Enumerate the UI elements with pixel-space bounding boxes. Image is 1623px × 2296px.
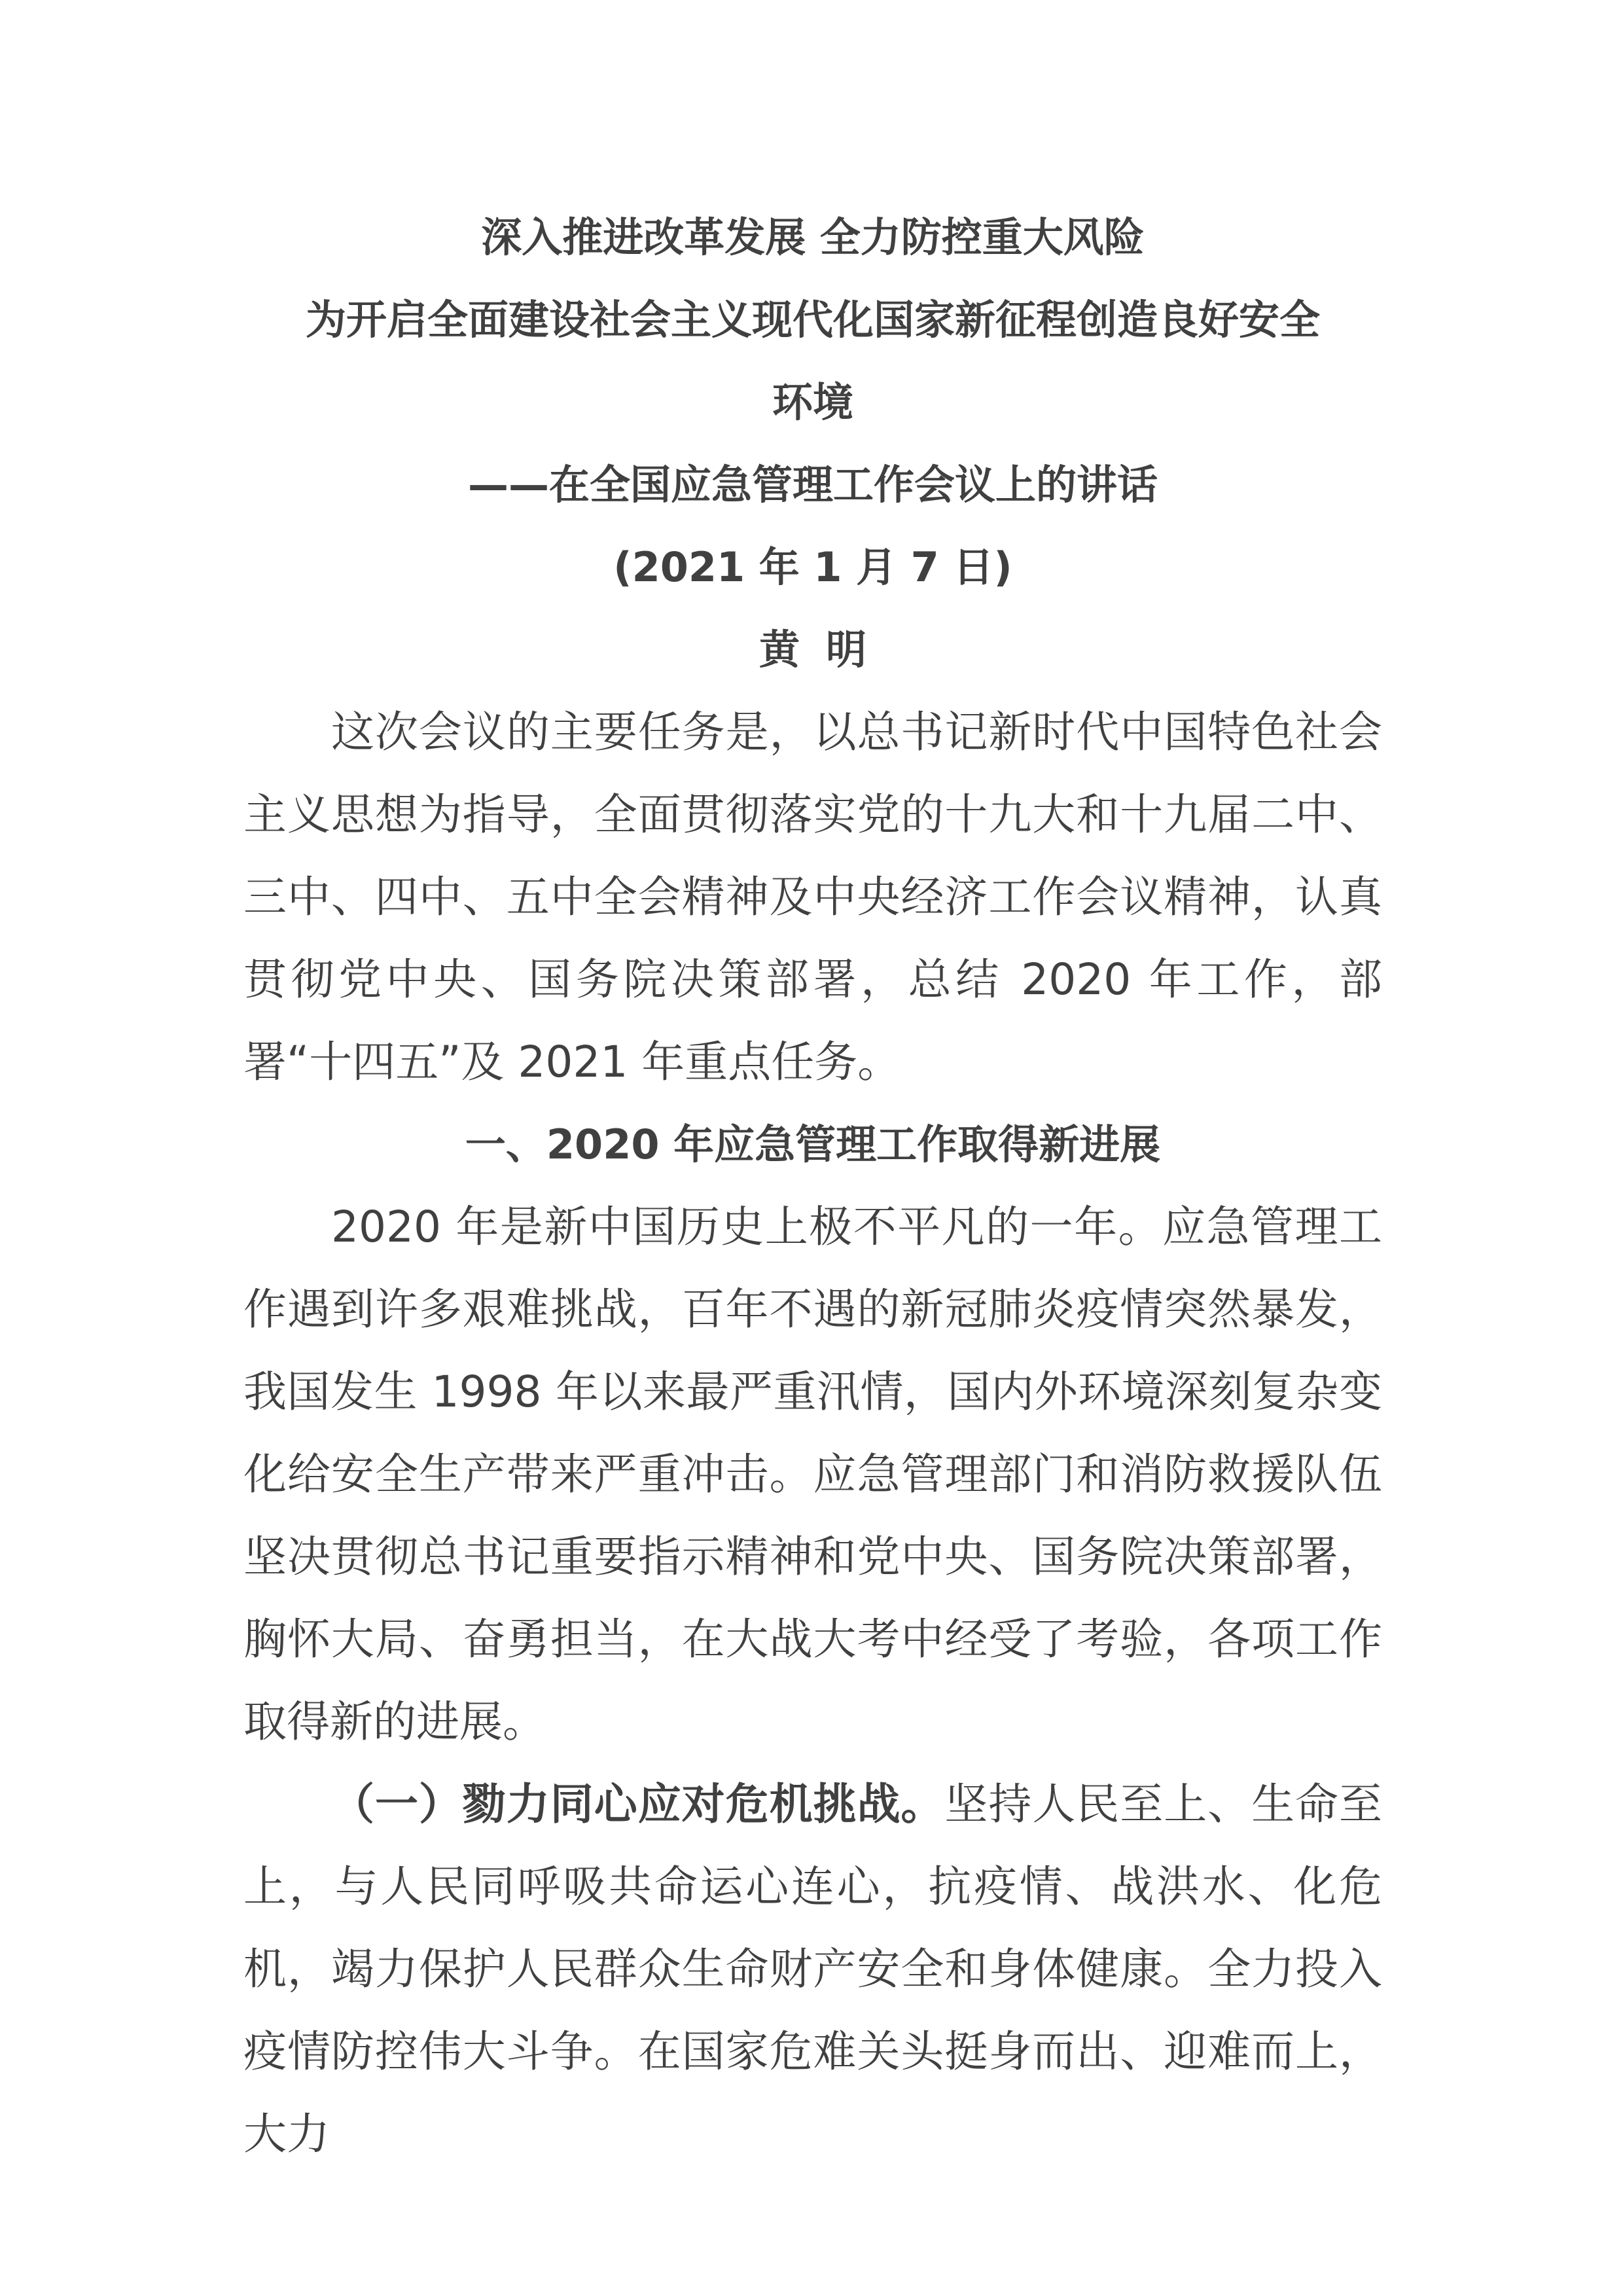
document-page [243,196,1382,2176]
section-paragraph: 2020 年是新中国历史上极不平凡的一年。应急管理工作遇到许多艰难挑战，百年不遇的新冠肺炎疫情突然暴发，我国发生 1998 年以来最严重汛情，国内外环境深刻复杂变化给安全生产带来严重冲击。应急管理部门和消防救援队伍坚决贯彻总书记重要指示精神和党中央、国务院决策部署，胸怀大局、奋勇担当，在大战大考中经受了考验，各项工作取得新的进展。 [243,1202,1382,1747]
item-paragraph [243,1763,1382,2176]
title-block [243,196,1382,691]
intro-paragraph: 这次会议的主要任务是，以总书记新时代中国特色社会主义思想为指导，全面贯彻落实党的十九大和十九届二中、三中、四中、五中全会精神及中央经济工作会议精神，认真贯彻党中央、国务院决策部署，总结 2020 年工作，部署“十四五”及 2021 年重点任务。 [243,707,1382,1087]
item-lead: （一）勠力同心应对危机挑战。 [331,1779,945,1829]
title-line-2: 为开启全面建设社会主义现代化国家新征程创造良好安全 [305,296,1320,344]
speech-date: (2021 年 1 月 7 日) [613,543,1012,591]
title-line-3: 环境 [772,378,853,426]
item-text: 坚持人民至上、生命至上，与人民同呼吸共命运心连心，抗疫情、战洪水、化危机，竭力保护人民群众生命财产安全和身体健康。全力投入疫情防控伟大斗争。在国家危难关头挺身而出、迎难而上，大力 [243,1779,1383,2159]
section-heading: 一、2020 年应急管理工作取得新进展 [465,1121,1161,1168]
title-line-1: 深入推进改革发展 全力防控重大风险 [481,213,1145,261]
subtitle: ——在全国应急管理工作会议上的讲话 [467,461,1158,509]
author: 黄明 [758,626,893,673]
